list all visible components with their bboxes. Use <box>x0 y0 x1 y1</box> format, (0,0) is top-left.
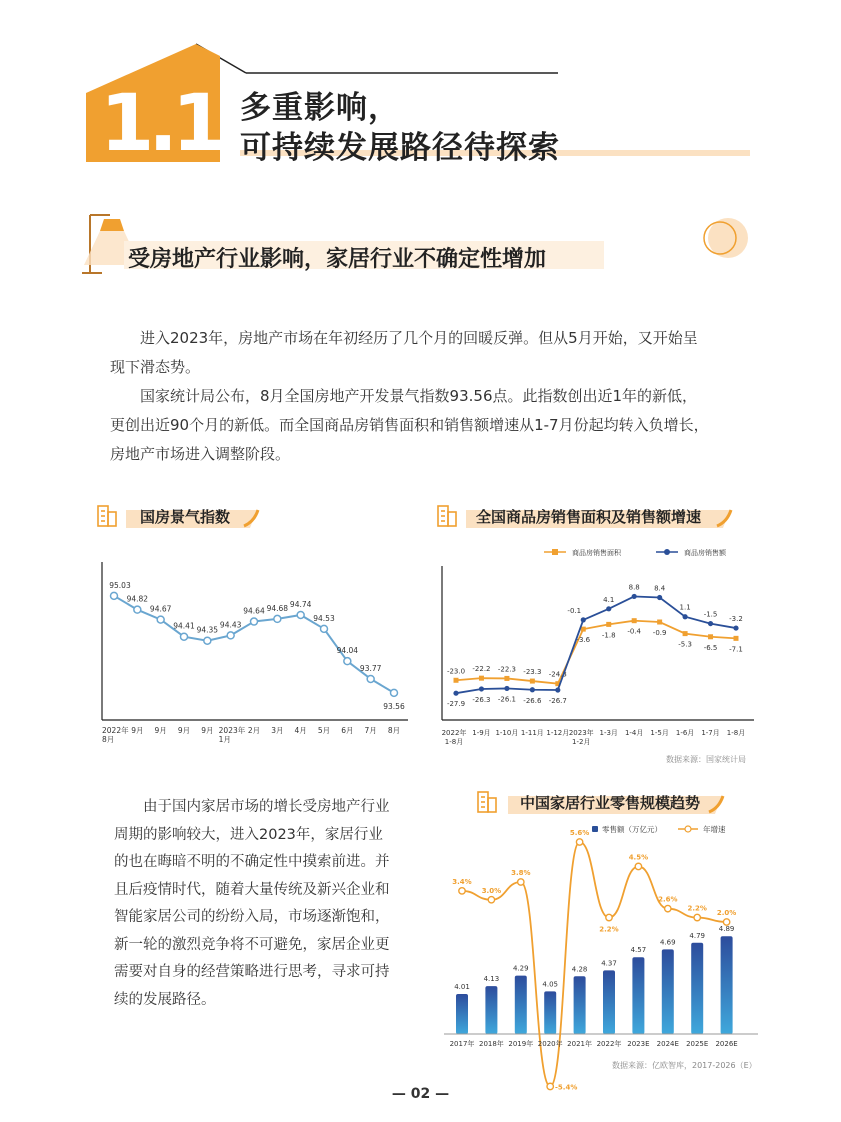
data-point <box>367 675 374 682</box>
growth-label: 2.0% <box>716 909 737 917</box>
bar-value-label: 4.57 <box>630 946 647 955</box>
x-tick-label: 1-5月 <box>650 729 669 737</box>
growth-label: 2.2% <box>599 925 619 934</box>
data-label: -26.7 <box>548 697 567 706</box>
x-tick-label: 4月 <box>294 726 307 735</box>
x-tick-label: 2019年 <box>508 1040 534 1048</box>
growth-point <box>459 888 465 894</box>
bar <box>691 943 703 1034</box>
page-title-line2: 可持续发展路径待探索 <box>240 130 560 166</box>
data-point <box>181 633 188 640</box>
page-title-line1: 多重影响， <box>240 90 400 126</box>
chart-house-index <box>96 558 416 754</box>
data-point <box>606 622 611 627</box>
data-point <box>297 611 304 618</box>
data-label: -26.3 <box>472 695 491 704</box>
bar-value-label: 4.05 <box>542 980 558 989</box>
data-point <box>111 592 118 599</box>
legend-marker <box>685 826 691 832</box>
x-tick-label: 1-10月 <box>495 729 519 737</box>
growth-label: 3.4% <box>452 877 472 886</box>
data-point <box>274 615 281 622</box>
bar-value-label: 4.29 <box>513 964 529 973</box>
x-tick-label: 6月 <box>341 726 354 735</box>
x-tick-label: 2025E <box>686 1040 709 1048</box>
growth-point <box>665 905 671 911</box>
data-point <box>479 686 484 691</box>
growth-line <box>462 842 727 1086</box>
x-tick-label: 9月 <box>131 726 144 735</box>
data-point <box>453 691 458 696</box>
chart2-source: 数据来源：国家统计局 <box>666 755 746 764</box>
data-point <box>504 686 509 691</box>
data-point <box>708 634 713 639</box>
data-label: 94.67 <box>149 604 172 614</box>
data-point <box>530 687 535 692</box>
chart3-source: 数据来源：亿欧智库，2017-2026（E） <box>612 1061 757 1070</box>
growth-label: 5.6% <box>569 829 590 837</box>
data-label: 94.43 <box>219 620 242 630</box>
page-number: — 02 — <box>391 1086 450 1102</box>
bar <box>662 949 674 1034</box>
data-point <box>204 637 211 644</box>
x-tick-label: 1-8月 <box>726 729 746 737</box>
x-tick-label: 1-11月 <box>520 729 544 737</box>
page-number-value: 02 <box>410 1086 431 1102</box>
data-label: -7.1 <box>729 645 743 654</box>
data-label: 8.8 <box>628 583 640 592</box>
data-point <box>504 676 509 681</box>
bar-value-label: 4.69 <box>660 938 676 947</box>
data-label: -22.3 <box>497 665 516 674</box>
x-tick-label: 1-9月 <box>472 729 491 737</box>
legend-label: 年增速 <box>703 825 726 834</box>
data-point <box>581 627 586 632</box>
data-label: 8.4 <box>654 584 666 593</box>
growth-point <box>635 863 641 869</box>
intro-text <box>110 324 710 469</box>
legend-label: 商品房销售面积 <box>572 549 621 557</box>
growth-point <box>518 879 524 885</box>
data-point <box>227 632 234 639</box>
growth-label: 4.5% <box>628 853 649 862</box>
data-label: -26.1 <box>497 695 516 704</box>
bar <box>515 976 527 1034</box>
data-label: -23.3 <box>523 668 542 677</box>
x-tick-label: 5月 <box>317 726 331 735</box>
data-label: 95.03 <box>109 580 131 590</box>
data-label: -0.1 <box>567 606 582 615</box>
growth-label: 3.8% <box>511 869 531 877</box>
x-tick-label: 1-7月 <box>701 729 720 737</box>
chart1-title: 国房景气指数 <box>140 508 231 526</box>
growth-point <box>694 914 700 920</box>
x-tick-label: 2023年 1月 <box>218 726 246 744</box>
left-paragraph-text: 由于国内家居市场的增长受房地产行业周期的影响较大，进入2023年，家居行业的也在晦暗不明的不确定性中摸索前进。并且后疫情时代，随着大量传统及新兴企业和智能家居公司的纷纷入局，市场逐渐饱和，新一轮的激烈竞争将不可避免，家居企业更需要对自身的经营策略进行思考，寻求可持续的发展路径。 <box>114 799 390 1008</box>
data-label: -22.2 <box>472 665 491 674</box>
growth-label: -5.4% <box>555 1083 578 1092</box>
data-point <box>344 658 351 665</box>
x-tick-label: 3月 <box>271 726 284 735</box>
data-label: 93.56 <box>383 701 405 711</box>
data-label: -24.3 <box>548 670 567 679</box>
x-tick-label: 2024E <box>656 1040 679 1048</box>
data-point <box>581 617 586 622</box>
bar-value-label: 4.89 <box>718 925 735 934</box>
section-title: 受房地产行业影响，家居行业不确定性增加 <box>128 247 547 272</box>
legend-label: 商品房销售额 <box>684 549 726 557</box>
bar <box>603 970 615 1034</box>
bar <box>721 936 733 1034</box>
growth-point <box>576 839 582 845</box>
data-label: -0.4 <box>627 627 642 636</box>
data-point <box>657 620 662 625</box>
data-label: -0.9 <box>652 629 667 638</box>
data-label: 94.04 <box>336 646 359 656</box>
data-label: 4.1 <box>603 595 615 604</box>
data-point <box>321 625 328 632</box>
growth-label: 2.2% <box>687 904 707 913</box>
data-label: -1.8 <box>601 631 616 640</box>
data-label: 94.35 <box>196 625 219 635</box>
x-tick-label: 9月 <box>154 726 167 735</box>
data-label: 93.77 <box>359 663 382 673</box>
growth-label: 3.0% <box>481 886 502 895</box>
data-point <box>708 621 713 626</box>
x-tick-label: 2023E <box>627 1040 650 1048</box>
building-icon <box>98 506 116 526</box>
bar-value-label: 4.01 <box>454 982 470 991</box>
growth-point <box>606 914 612 920</box>
bar <box>485 986 497 1034</box>
x-tick-label: 2017年 <box>449 1040 475 1048</box>
bar-value-label: 4.28 <box>571 965 588 974</box>
data-label: -6.5 <box>703 643 718 652</box>
growth-label: 2.6% <box>658 895 678 904</box>
bar-value-label: 4.79 <box>689 931 705 940</box>
x-tick-label: 9月 <box>201 726 214 735</box>
data-label: 1.1 <box>679 603 691 612</box>
data-label: -27.9 <box>446 700 466 709</box>
chart2-title: 全国商品房销售面积及销售额增速 <box>476 508 702 526</box>
bar <box>574 976 586 1034</box>
x-tick-label: 2020年 <box>537 1040 563 1048</box>
data-label: -1.5 <box>703 610 718 619</box>
series-line <box>456 621 736 684</box>
chart3-title: 中国家居行业零售规模趋势 <box>520 794 701 812</box>
legend-label: 零售额（万亿元） <box>602 825 662 834</box>
x-tick-label: 1-12月 <box>546 729 570 737</box>
legend-marker <box>552 549 558 555</box>
data-point <box>157 616 164 623</box>
x-tick-label: 1-6月 <box>675 729 695 737</box>
data-point <box>632 594 637 599</box>
data-point <box>734 636 739 641</box>
data-label: 94.64 <box>243 606 265 616</box>
data-label: -5.3 <box>678 640 692 649</box>
data-label: -3.2 <box>729 615 743 624</box>
data-label: 94.82 <box>126 594 149 604</box>
x-tick-label: 2026E <box>715 1040 738 1048</box>
bar-value-label: 4.13 <box>483 975 500 984</box>
growth-point <box>723 919 729 925</box>
circle-decor-icon <box>704 218 748 258</box>
bar <box>544 991 556 1034</box>
x-tick-label: 2023年 1-2月 <box>568 729 594 746</box>
bar <box>456 994 468 1034</box>
intro-paragraph-2: 国家统计局公布，8月全国房地产开发景气指数93.56点。此指数创出近1年的新低，更创出近90个月的新低。而全国商品房销售面积和销售额增速从1-7月份起均转入负增长，房地产市场进入调整阶段。 <box>110 387 709 463</box>
x-tick-label: 2022年 <box>596 1040 622 1048</box>
x-tick-label: 8月 <box>387 726 401 735</box>
data-label: 94.74 <box>289 599 312 609</box>
data-point <box>606 606 611 611</box>
x-tick-label: 2月 <box>247 726 261 735</box>
x-tick-label: 7月 <box>364 726 377 735</box>
left-paragraph <box>114 794 392 1014</box>
data-label: -3.6 <box>576 636 591 645</box>
x-tick-label: 2018年 <box>478 1040 504 1048</box>
data-point <box>657 595 662 600</box>
x-tick-label: 2022年 1-8月 <box>441 729 467 746</box>
data-point <box>555 687 560 692</box>
data-point <box>682 614 687 619</box>
data-point <box>683 631 688 636</box>
data-label: -23.0 <box>446 667 466 676</box>
data-label: 94.41 <box>173 621 195 631</box>
intro-paragraph-1: 进入2023年，房地产市场在年初经历了几个月的回暖反弹。但从5月开始，又开始呈现下滑态势。 <box>110 329 698 376</box>
data-point <box>479 676 484 681</box>
data-point <box>530 679 535 684</box>
bar-value-label: 4.37 <box>601 959 617 968</box>
data-point <box>632 618 637 623</box>
data-label: 94.68 <box>266 603 289 613</box>
growth-point <box>488 897 494 903</box>
data-point <box>733 625 738 630</box>
building-icon <box>478 792 496 812</box>
data-point <box>454 678 459 683</box>
x-tick-label: 1-4月 <box>624 729 644 737</box>
x-tick-label: 1-3月 <box>599 729 618 737</box>
data-point <box>134 606 141 613</box>
building-icon <box>438 506 456 526</box>
chart-sales-growth <box>436 540 760 754</box>
x-tick-label: 2021年 <box>567 1040 593 1048</box>
data-point <box>391 689 398 696</box>
legend-marker <box>664 549 670 555</box>
data-label: 94.53 <box>313 613 335 623</box>
x-tick-label: 9月 <box>177 726 191 735</box>
section-number: 1.1 <box>100 79 221 169</box>
bar <box>632 957 644 1034</box>
data-point <box>251 618 258 625</box>
x-tick-label: 2022年 8月 <box>102 726 129 744</box>
data-label: -26.6 <box>523 696 542 705</box>
legend-marker <box>592 826 598 832</box>
